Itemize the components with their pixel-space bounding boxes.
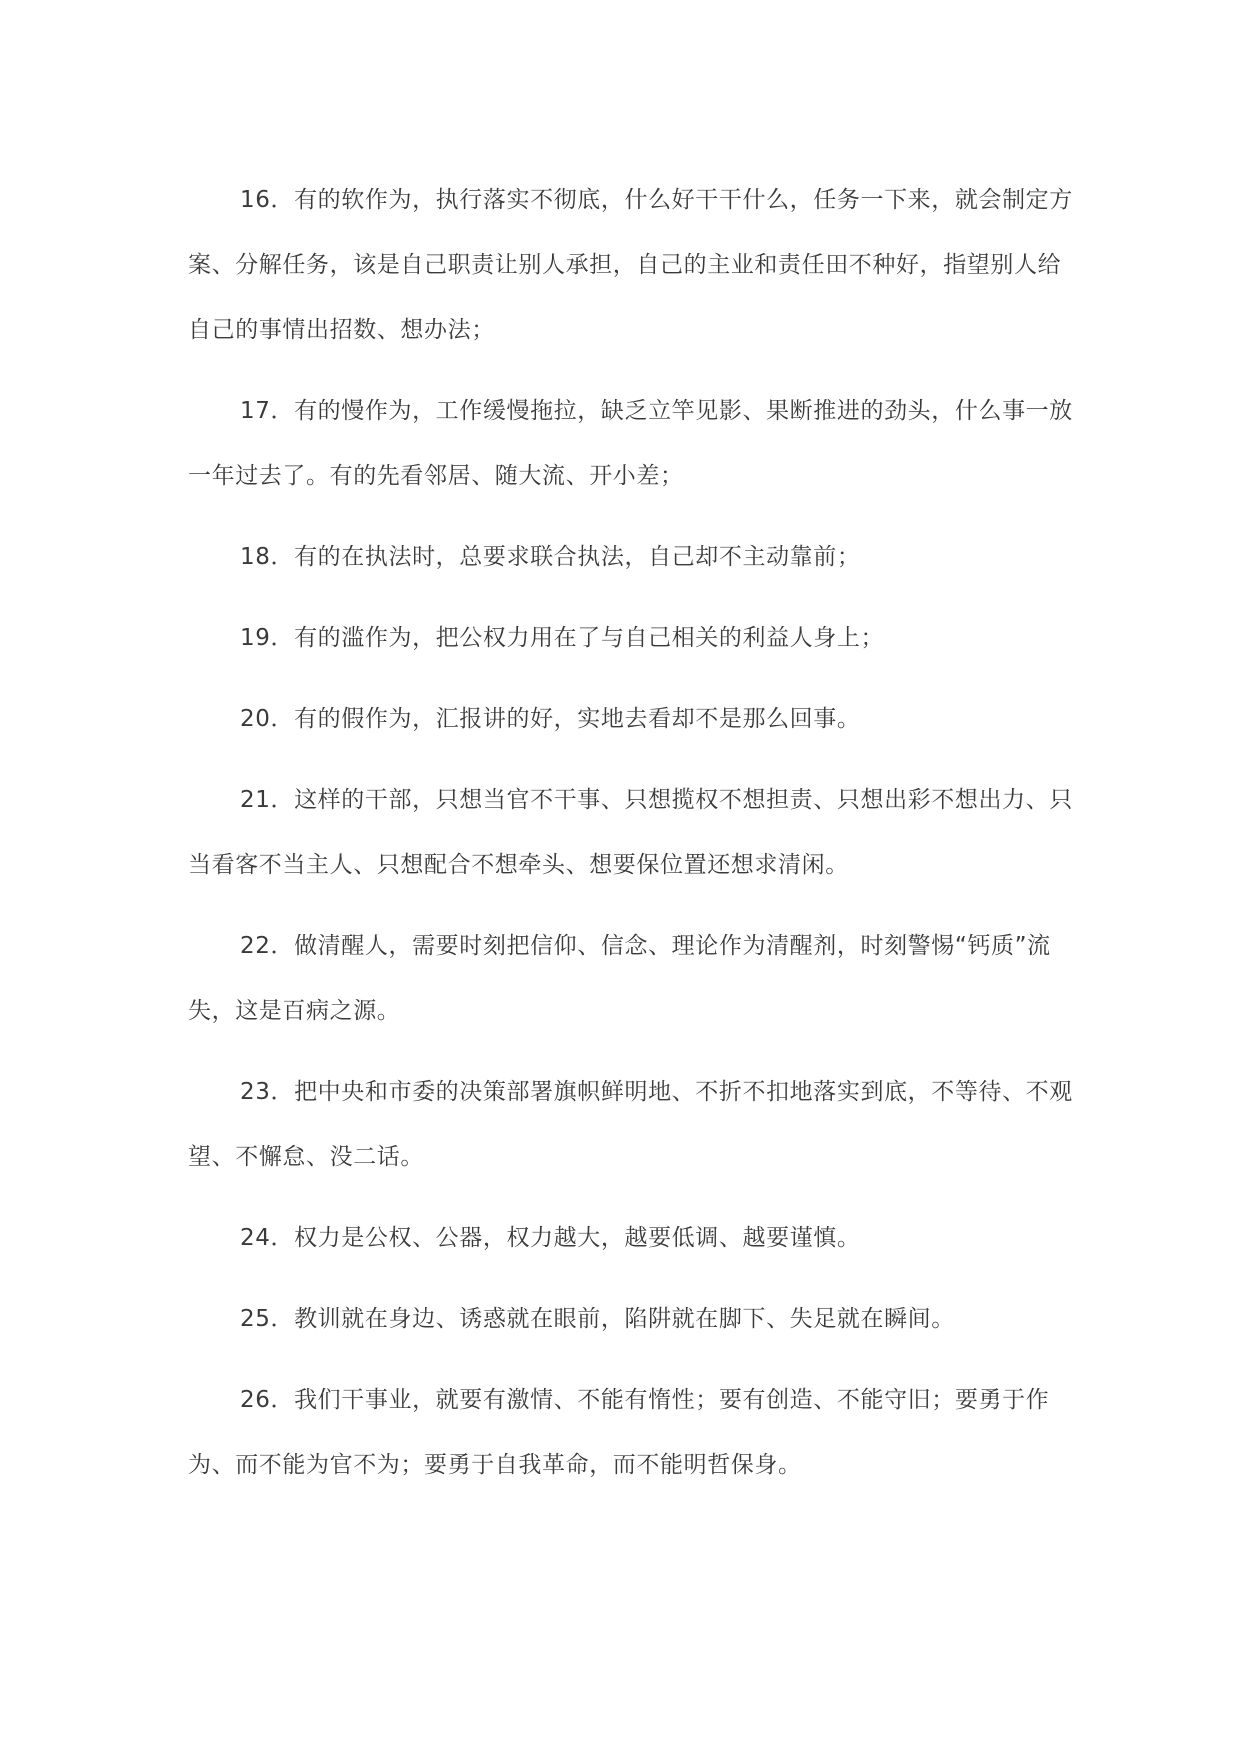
paragraph-25: 25．教训就在身边、诱惑就在眼前，陷阱就在脚下、失足就在瞬间。	[240, 1306, 955, 1332]
paragraph-21: 21．这样的干部，只想当官不干事、只想揽权不想担责、只想出彩不想出力、只当看客不当主人、只想配合不想牵头、想要保位置还想求清闲。	[188, 787, 1073, 878]
document-body	[188, 168, 1074, 1514]
paragraph-26: 26．我们干事业，就要有激情、不能有惰性；要有创造、不能守旧；要勇于作为、而不能为官不为；要勇于自我革命，而不能明哲保身。	[188, 1387, 1050, 1478]
paragraph-20: 20．有的假作为，汇报讲的好，实地去看却不是那么回事。	[240, 706, 861, 732]
paragraph-19: 19．有的滥作为，把公权力用在了与自己相关的利益人身上；	[240, 625, 885, 651]
paragraph-17: 17．有的慢作为，工作缓慢拖拉，缺乏立竿见影、果断推进的劲头，什么事一放一年过去了。有的先看邻居、随大流、开小差；	[188, 398, 1073, 489]
paragraph-23: 23．把中央和市委的决策部署旗帜鲜明地、不折不扣地落实到底，不等待、不观望、不懈怠、没二话。	[188, 1079, 1073, 1170]
paragraph-22: 22．做清醒人，需要时刻把信仰、信念、理论作为清醒剂，时刻警惕“钙质”流失，这是百病之源。	[188, 933, 1051, 1024]
paragraph-16: 16．有的软作为，执行落实不彻底，什么好干干什么，任务一下来，就会制定方案、分解任务，该是自己职责让别人承担，自己的主业和责任田不种好，指望别人给自己的事情出招数、想办法；	[188, 187, 1073, 343]
paragraph-18: 18．有的在执法时，总要求联合执法，自己却不主动靠前；	[240, 544, 861, 570]
paragraph-24: 24．权力是公权、公器，权力越大，越要低调、越要谨慎。	[240, 1225, 861, 1251]
